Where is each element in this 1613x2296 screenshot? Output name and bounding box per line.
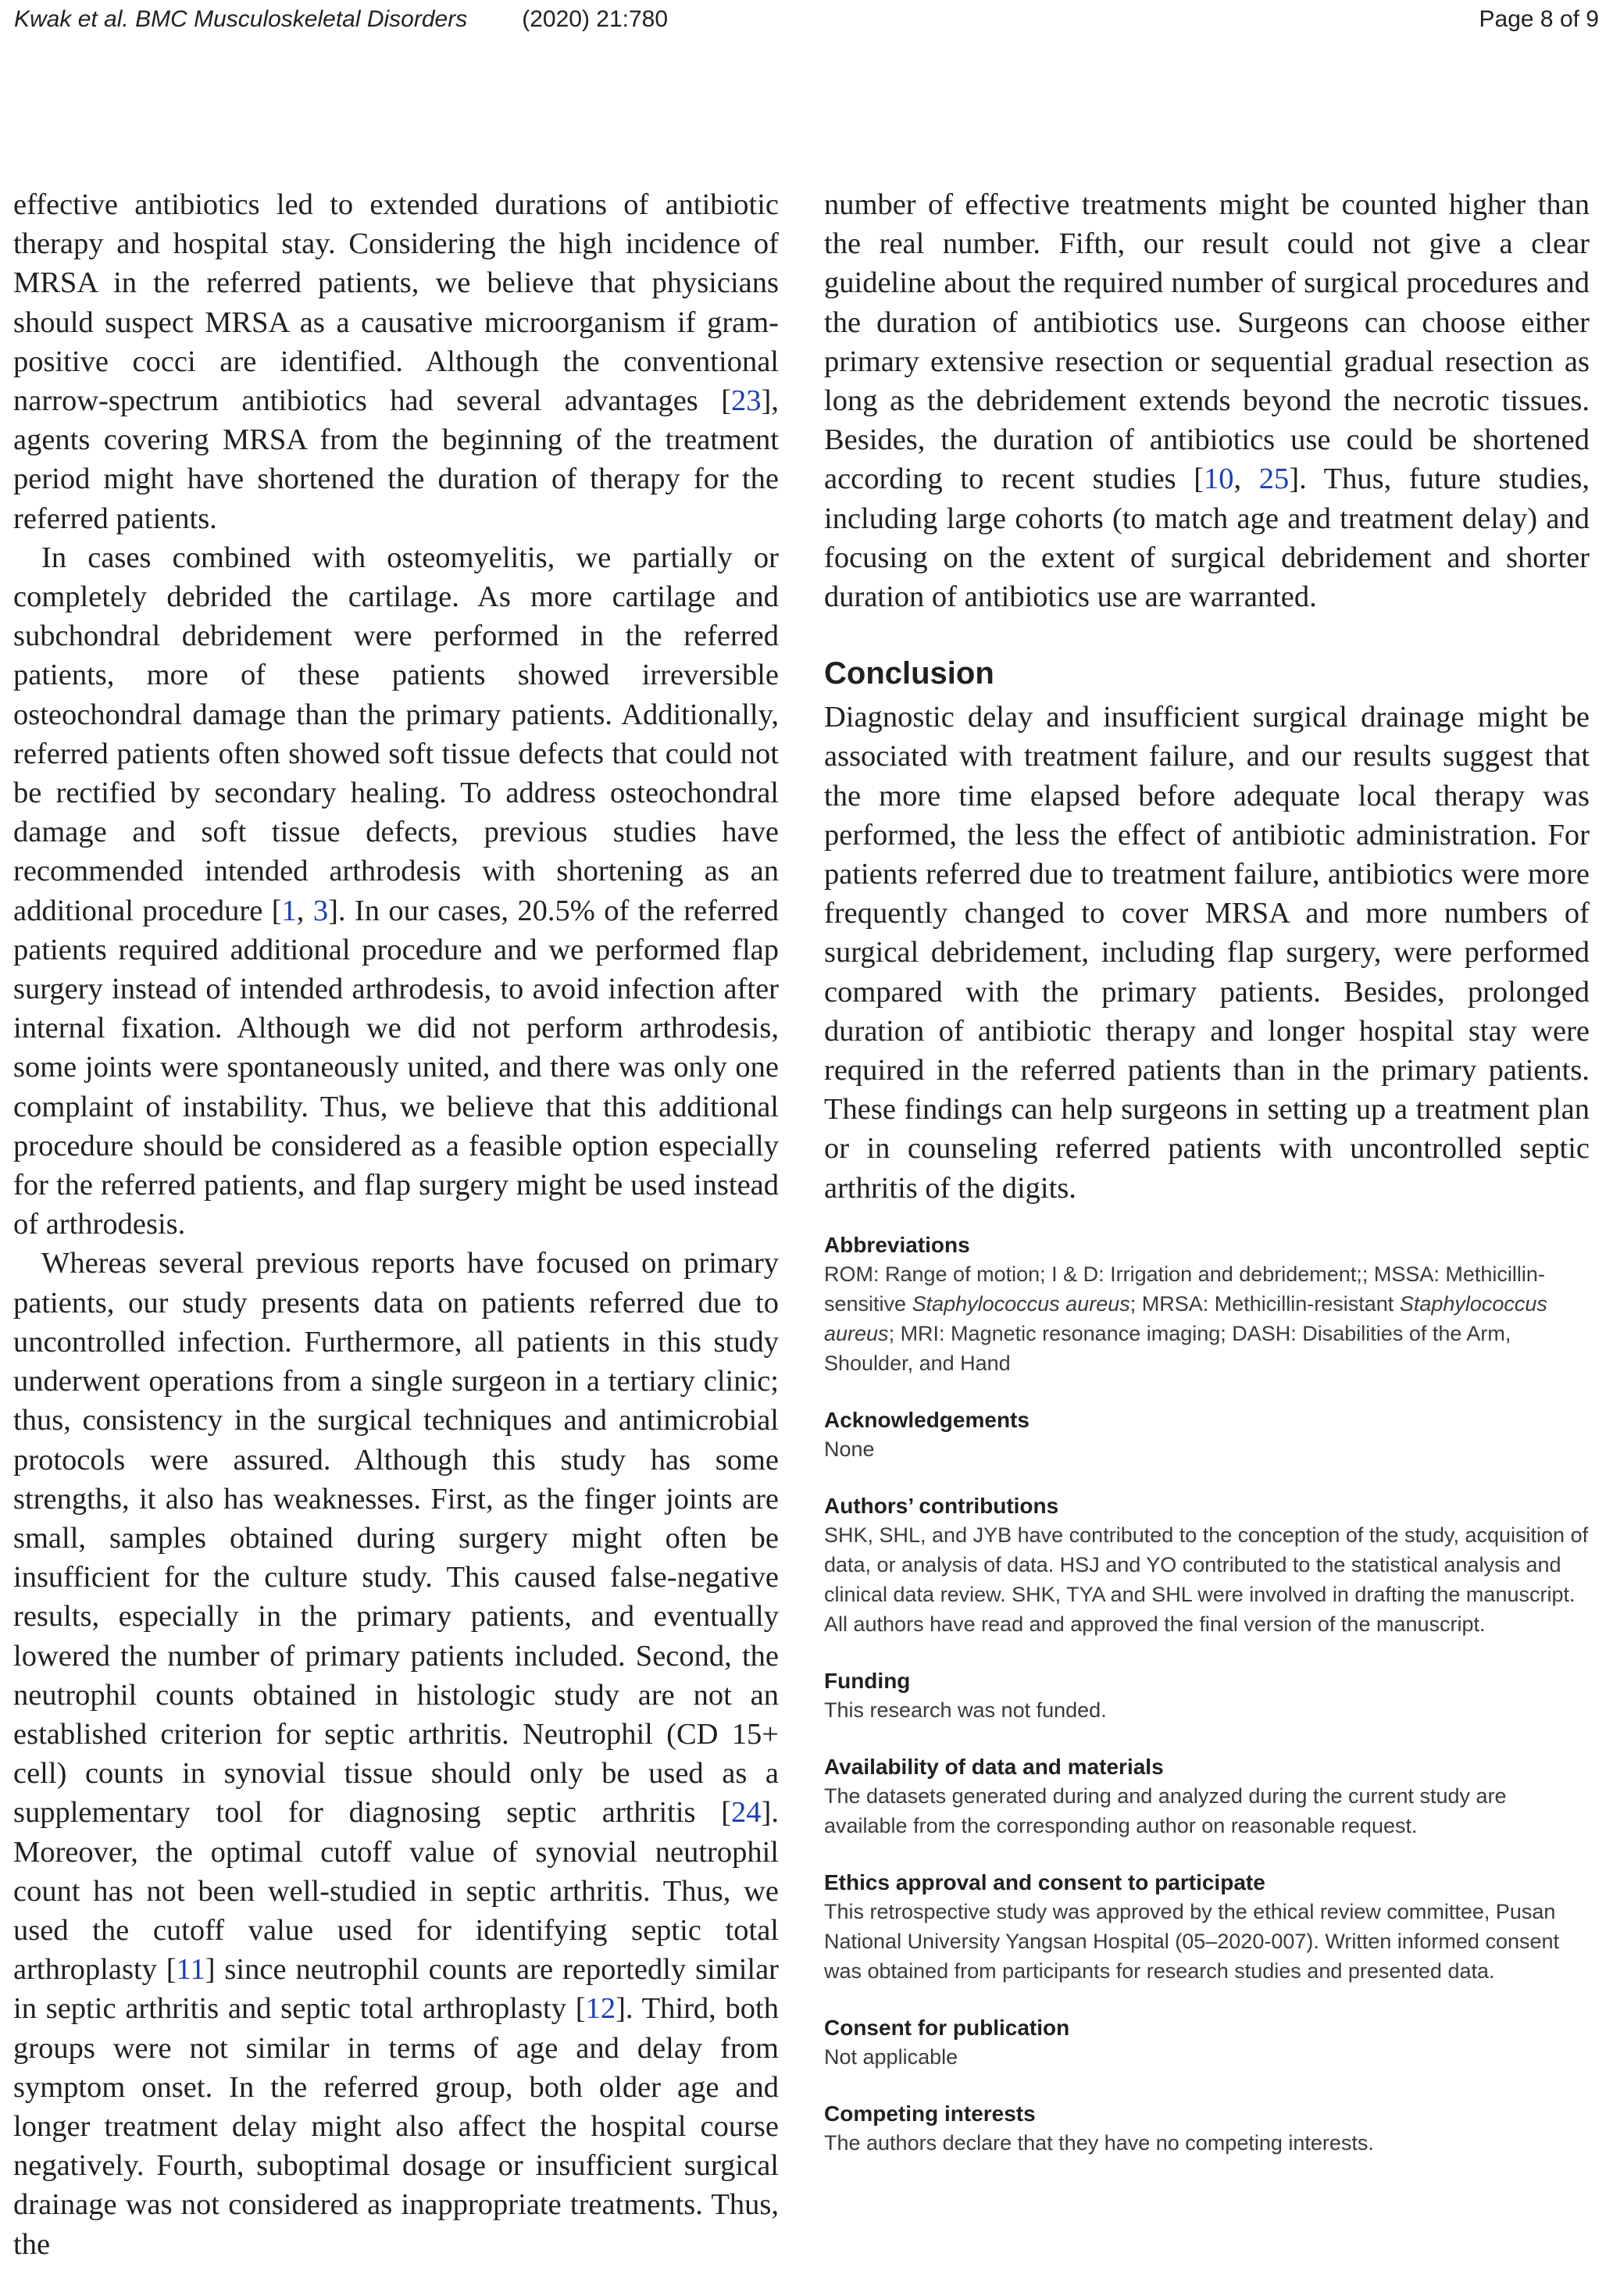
- conclusion-paragraph: Diagnostic delay and insufficient surgical drainage might be associated with treatment failure, and our results suggest that the more time elapsed before adequate local therapy was performed, the less the effect of antibiotic administration. For patients referred due to treatment failure, antibiotics were more frequently changed to cover MRSA and more numbers of surgical debridement, including flap surgery, were performed compared with the primary patients. Besides, prolonged duration of antibiotic therapy and longer hospital stay were required in the referred patients than in the primary patients. These findings can help surgeons in setting up a treatment plan or in counseling referred patients with uncontrolled septic arthritis of the digits.: [824, 701, 1590, 1205]
- body-text: Whereas several previous reports have focused on primary patients, our study presents data on patients referred due to uncontrolled infection. Furthermore, all patients in this study underwent operations from a single surgeon in a tertiary clinic; thus, consistency in the surgical techniques and antimicrobial protocols were assured. Although this study has some strengths, it also has weaknesses. First, as the finger joints are small, samples obtained during surgery might often be insufficient for the culture study. This caused false-negative results, especially in the primary patients, and eventually lowered the number of primary patients included. Second, the neutrophil counts obtained in histologic study are not an established criterion for septic arthritis. Neutrophil (CD 15+ cell) counts in synovial tissue should only be used as a supplementary tool for diagnosing septic arthritis [: [13, 1247, 779, 1830]
- reference-link[interactable]: 12: [585, 1992, 616, 2026]
- reference-link[interactable]: 11: [176, 1953, 205, 1987]
- body-text: number of effective treatments might be counted higher than the real number. Fifth, our result could not give a clear guideline about the required number of surgical procedures and the duration of antibiotics use. Surgeons can choose either primary extensive resection or sequential gradual resection as long as the debridement extends beyond the necrotic tissues. Besides, the duration of antibiotics use could be shortened according to recent studies [: [824, 188, 1590, 496]
- species-name: Staphylococcus aureus: [824, 1291, 1547, 1345]
- body-text: ]. In our cases, 20.5% of the referred patients required additional procedure and we performed flap surgery instead of intended arthrodesis, to avoid infection after internal fixation. Although we did not perform arthrodesis, some joints were spontaneously united, and there was only one complaint of instability. Thus, we believe that this additional procedure should be considered as a feasible option especially for the referred patients, and flap surgery might be used instead of arthrodesis.: [13, 894, 779, 1241]
- section-title: Acknowledgements: [824, 1407, 1030, 1432]
- reference-link[interactable]: 10: [1204, 462, 1234, 496]
- section-title: Consent for publication: [824, 2015, 1070, 2040]
- body-text: ] since neutrophil counts are reportedly similar in septic arthritis and septic total arthroplasty [: [13, 1953, 779, 2026]
- reference-link[interactable]: 24: [731, 1796, 762, 1830]
- section-body: This retrospective study was approved by the ethical review committee, Pusan National University Yangsan Hospital (05–2020-007). Written informed consent was obtained from participants for research studies and presented data.: [824, 1899, 1560, 1983]
- reference-link[interactable]: 25: [1258, 462, 1290, 496]
- acknowledgements-section: [824, 1406, 1590, 1464]
- header-authors: Kwak et al.: [14, 6, 129, 32]
- section-title: Availability of data and materials: [824, 1754, 1164, 1779]
- reference-link[interactable]: 1: [281, 894, 297, 927]
- running-header: [14, 6, 1599, 37]
- body-text: ]. Moreover, the optimal cutoff value of synovial neutrophil count has not been well-studied in septic arthritis. Thus, we used the cutoff value used for identifying septic total arthroplasty [: [13, 1796, 779, 1987]
- page-number: Page 8 of 9: [1479, 6, 1599, 32]
- competing-interests-section: [824, 2100, 1590, 2158]
- paragraph: [13, 185, 779, 538]
- body-text: ; MRI: Magnetic resonance imaging; DASH: Disabilities of the Arm, Shoulder, and Hand: [824, 1321, 1511, 1375]
- body-text: ,: [296, 894, 313, 927]
- availability-section: [824, 1753, 1590, 1841]
- body-text: ], agents covering MRSA from the beginning of the treatment period might have shortened the duration of therapy for the referred patients.: [13, 384, 779, 535]
- body-text: ; MRSA: Methicillin-resistant: [1129, 1291, 1400, 1316]
- conclusion-heading: Conclusion: [824, 656, 994, 691]
- section-title: Funding: [824, 1668, 911, 1693]
- section-title: Abbreviations: [824, 1232, 970, 1257]
- left-column: [13, 185, 779, 2264]
- contributions-section: [824, 1492, 1590, 1639]
- body-text: ]. Third, both groups were not similar in terms of age and delay from symptom onset. In the referred group, both older age and longer treatment delay might also affect the hospital course negatively. Fourth, suboptimal dosage or insufficient surgical drainage was not considered as inappropriate treatments. Thus, the: [13, 1992, 779, 2261]
- species-name: Staphylococcus aureus: [912, 1291, 1130, 1316]
- abbreviations-section: [824, 1231, 1590, 1378]
- ethics-section: [824, 1869, 1590, 1986]
- paragraph: [13, 538, 779, 1244]
- section-body: Not applicable: [824, 2044, 958, 2069]
- funding-section: [824, 1667, 1590, 1725]
- header-journal: BMC Musculoskeletal Disorders: [135, 6, 468, 32]
- body-text: ]. Thus, future studies, including large cohorts (to match age and treatment delay) and focusing on the extent of surgical debridement and shorter duration of antibiotics use are warranted.: [824, 462, 1590, 614]
- reference-link[interactable]: 3: [312, 894, 329, 927]
- section-title: Competing interests: [824, 2101, 1036, 2126]
- section-body: [824, 1259, 1590, 1378]
- declarations: [824, 1231, 1590, 2158]
- header-year-volume: (2020) 21:780: [522, 6, 669, 32]
- citation-header: [14, 6, 668, 33]
- reference-link[interactable]: 23: [731, 384, 762, 418]
- body-text: In cases combined with osteomyelitis, we partially or completely debrided the cartilage. As more cartilage and subchondral debridement were performed in the referred patients, more of these patients showed irreversible osteochondral damage than the primary patients. Additionally, referred patients often showed soft tissue defects that could not be rectified by secondary healing. To address osteochondral damage and soft tissue defects, previous studies have recommended intended arthrodesis with shortening as an additional procedure [: [13, 541, 779, 927]
- section-title: Ethics approval and consent to participate: [824, 1869, 1265, 1894]
- consent-section: [824, 2014, 1590, 2072]
- paragraph: [824, 185, 1590, 616]
- section-body: SHK, SHL, and JYB have contributed to the conception of the study, acquisition of data, or analysis of data. HSJ and YO contributed to the statistical analysis and clinical data review. SHK, TYA and SHL were involved in drafting the manuscript. All authors have read and approved the final version of the manuscript.: [824, 1523, 1589, 1636]
- section-body: This research was not funded.: [824, 1698, 1107, 1722]
- section-body: None: [824, 1437, 875, 1461]
- body-text: ROM: Range of motion; I & D: Irrigation and debridement;; MSSA: Methicillin-sensitive: [824, 1262, 1545, 1316]
- body-text: effective antibiotics led to extended durations of antibiotic therapy and hospital stay. Considering the high incidence of MRSA in the referred patients, we believe that physicians should suspect MRSA as a causative microorganism if gram-positive cocci are identified. Although the conventional narrow-spectrum antibiotics had several advantages [: [13, 188, 779, 418]
- section-body: The datasets generated during and analyzed during the current study are available from the corresponding author on reasonable request.: [824, 1784, 1507, 1837]
- paragraph: [13, 1244, 779, 2263]
- section-body: The authors declare that they have no competing interests.: [824, 2130, 1374, 2155]
- right-column: [824, 185, 1590, 2186]
- section-title: Authors’ contributions: [824, 1493, 1059, 1518]
- body-text: ,: [1233, 462, 1259, 496]
